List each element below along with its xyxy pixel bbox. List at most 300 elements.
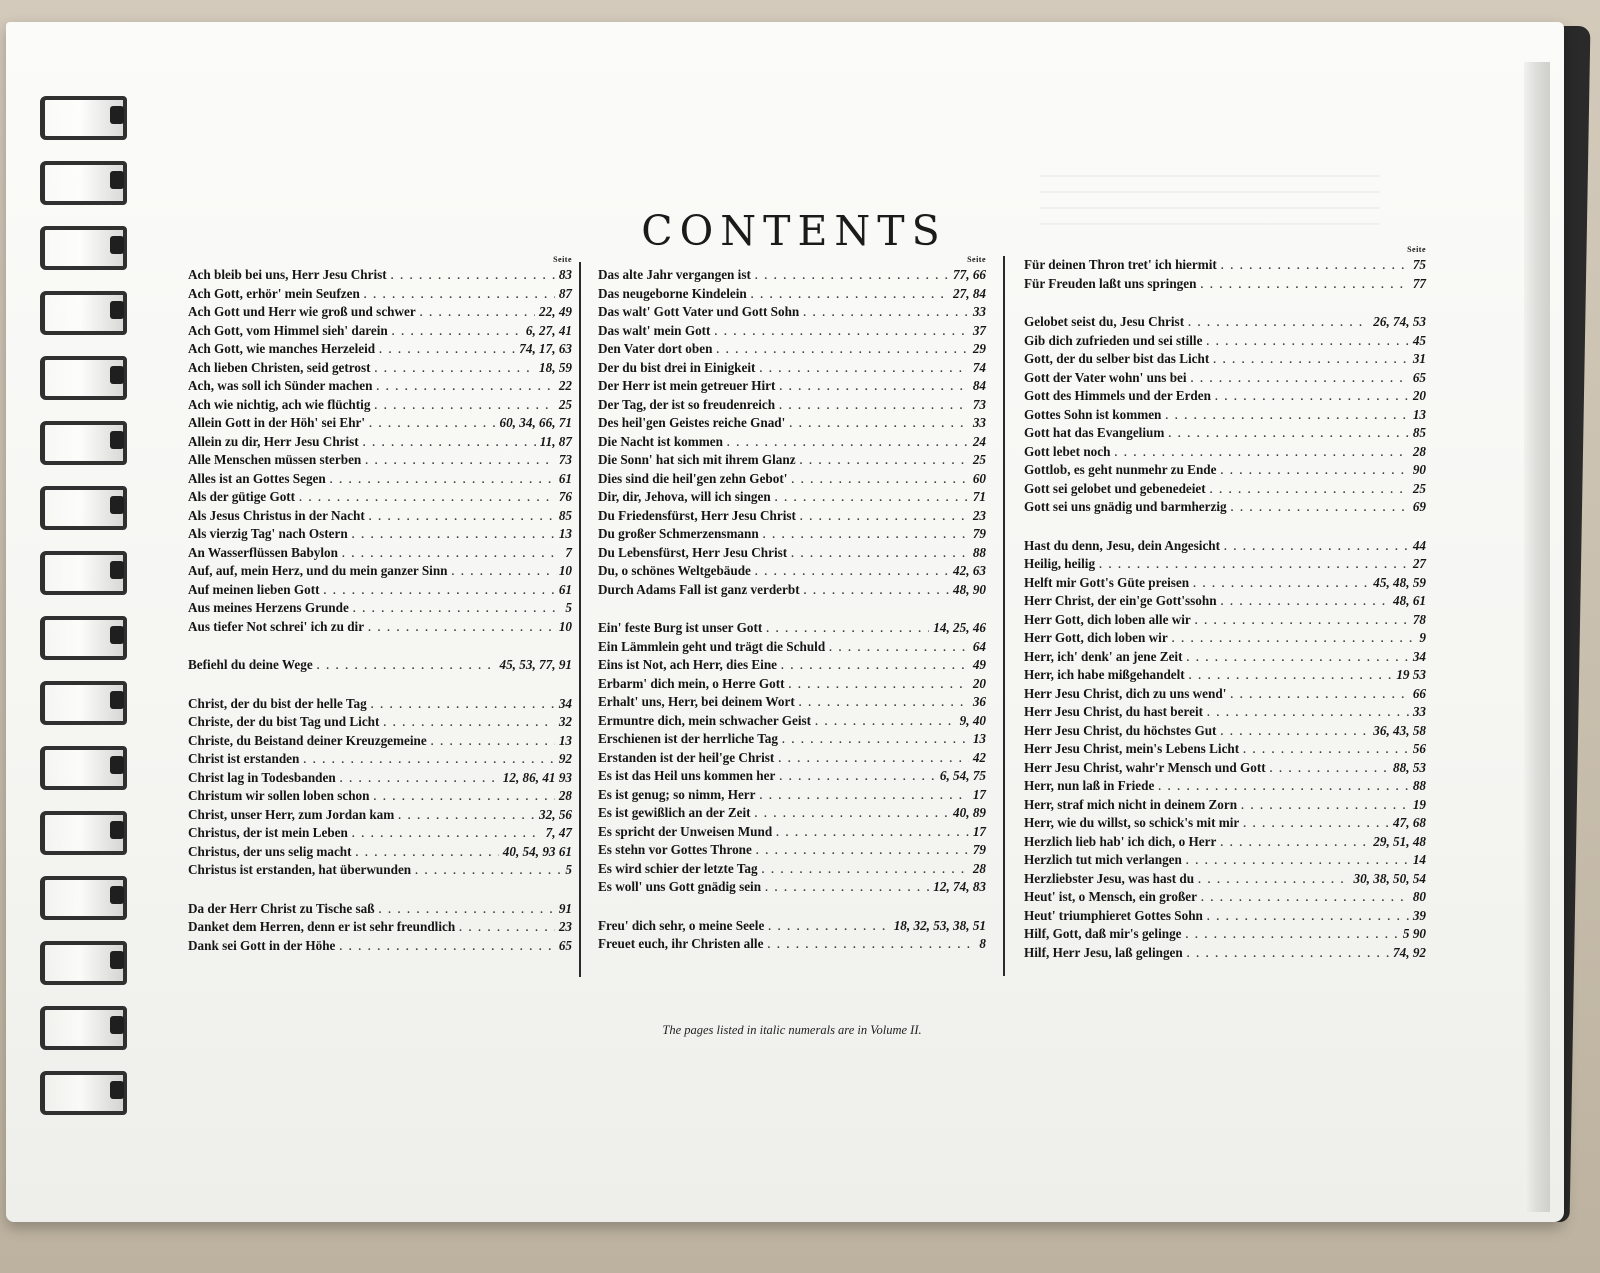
- dot-leader: [763, 529, 969, 541]
- dot-leader: [371, 699, 555, 711]
- page-numbers: 69: [1412, 499, 1426, 514]
- contents-entry: [1024, 333, 1426, 352]
- punch-hole: [110, 951, 124, 969]
- dot-leader: [1193, 578, 1369, 590]
- dot-leader: [1243, 818, 1389, 830]
- dot-leader: [791, 548, 969, 560]
- contents-entry: [1024, 425, 1426, 444]
- page-numbers: 60: [972, 470, 986, 486]
- contents-entry: [598, 936, 986, 955]
- dot-leader: [775, 492, 969, 504]
- contents-entry: [598, 286, 986, 305]
- page-numbers: 40, 89: [953, 805, 986, 820]
- dot-leader: [1195, 615, 1409, 627]
- contents-entry: [598, 397, 986, 416]
- hymn-title: Herzliebster Jesu, was hast du: [1024, 870, 1195, 886]
- contents-entry: [188, 489, 572, 508]
- dot-leader: [1230, 689, 1408, 701]
- contents-entry: [188, 304, 572, 323]
- hymn-title: Es wird schier der letzte Tag: [598, 860, 758, 876]
- page-numbers: 11, 87: [539, 433, 572, 449]
- dot-leader: [373, 791, 554, 803]
- hymn-title: Ein Lämmlein geht und trägt die Schuld: [598, 638, 826, 654]
- contents-entry: [1024, 407, 1426, 426]
- page-numbers: 42, 63: [953, 563, 986, 578]
- contents-entry: [188, 600, 572, 619]
- contents-entry: [188, 452, 572, 471]
- hymn-title: Es ist genug; so nimm, Herr: [598, 786, 756, 802]
- page-numbers: 33: [1412, 704, 1426, 719]
- contents-entry: [598, 879, 986, 898]
- hymn-title: Hilf, Gott, daß mir's gelinge: [1024, 926, 1182, 941]
- hymn-title: Ach lieben Christen, seid getrost: [188, 359, 371, 375]
- page-numbers: 31: [1412, 351, 1426, 366]
- page-numbers: 26, 74, 53: [1373, 314, 1426, 329]
- page-numbers: 87: [558, 285, 572, 301]
- volume-footnote: The pages listed in italic numerals are in Volume II.: [662, 1023, 922, 1037]
- dot-leader: [391, 270, 555, 282]
- page-numbers: 27: [1412, 556, 1426, 571]
- page-numbers: 64: [972, 638, 986, 654]
- dot-leader: [324, 585, 555, 597]
- contents-entry: [1024, 556, 1426, 575]
- punch-hole: [110, 431, 124, 449]
- page-numbers: 13: [558, 732, 572, 748]
- contents-entry: [188, 844, 572, 863]
- page-numbers: 10: [558, 618, 572, 634]
- dot-leader: [1186, 855, 1409, 867]
- page-numbers: 92: [558, 751, 572, 766]
- contents-entry: [1024, 908, 1426, 927]
- contents-entry: [188, 341, 572, 360]
- contents-entry: [598, 824, 986, 843]
- page-numbers: 25: [1412, 480, 1426, 496]
- contents-entry: [188, 267, 572, 286]
- hymn-title: Gottlob, es geht nunmehr zu Ende: [1024, 462, 1217, 477]
- page-numbers: 91: [558, 900, 572, 916]
- hymn-title: Hast du denn, Jesu, dein Angesicht: [1024, 537, 1221, 553]
- hymn-title: Es ist gewißlich an der Zeit: [598, 805, 751, 820]
- page-numbers: 7, 47: [545, 825, 572, 840]
- hymn-title: Herr Gott, dich loben wir: [1024, 630, 1168, 645]
- hymn-title: Ach Gott, vom Himmel sieh' darein: [188, 322, 388, 338]
- punch-hole: [110, 171, 124, 189]
- page-numbers: 90: [1412, 462, 1426, 477]
- page-numbers: 17: [972, 823, 986, 839]
- contents-entry: [598, 452, 986, 471]
- dot-leader: [1099, 559, 1409, 571]
- page-column-header: Seite: [1407, 245, 1426, 254]
- page-numbers: 27, 84: [953, 285, 986, 301]
- dot-leader: [751, 289, 949, 301]
- contents-entry: [598, 713, 986, 732]
- page-numbers: 75: [1412, 257, 1426, 272]
- group-spacer: [1024, 294, 1426, 314]
- punch-hole: [110, 366, 124, 384]
- page-numbers: 23: [972, 507, 986, 523]
- dot-leader: [1221, 260, 1409, 272]
- hymn-title: Durch Adams Fall ist ganz verderbt: [598, 581, 800, 597]
- hymn-title: Christ, der du bist der helle Tag: [188, 695, 367, 711]
- hymn-title: Christ ist erstanden: [188, 751, 300, 766]
- contents-entry: [1024, 815, 1426, 834]
- page-numbers: 78: [1412, 611, 1426, 627]
- page-numbers: 76: [558, 489, 572, 504]
- page-numbers: 73: [558, 452, 572, 467]
- hymn-title: Du Lebensfürst, Herr Jesu Christ: [598, 544, 788, 560]
- contents-entry: [1024, 741, 1426, 760]
- page-numbers: 5 90: [1402, 926, 1426, 941]
- hymn-title: Herr Gott, dich loben alle wir: [1024, 611, 1191, 627]
- punch-hole: [110, 106, 124, 124]
- hymn-title: Der du bist drei in Einigkeit: [598, 359, 756, 375]
- page-numbers: 13: [972, 731, 986, 746]
- dot-leader: [1189, 670, 1393, 682]
- hymn-title: Der Tag, der ist so freudenreich: [598, 396, 776, 412]
- page-numbers: 61: [558, 581, 572, 597]
- page-numbers: 5: [565, 600, 572, 615]
- page-numbers: 88: [1412, 778, 1426, 793]
- hymn-title: Allein zu dir, Herr Jesu Christ: [188, 433, 359, 449]
- page-numbers: 9: [1419, 630, 1426, 645]
- hymn-title: Christus ist erstanden, hat überwunden: [188, 862, 412, 877]
- contents-entry: [188, 471, 572, 490]
- dot-leader: [727, 437, 969, 449]
- page-numbers: 10: [558, 563, 572, 578]
- page-numbers: 29: [972, 341, 986, 356]
- contents-entry: [1024, 630, 1426, 649]
- contents-entry: [1024, 593, 1426, 612]
- dot-leader: [1165, 410, 1408, 422]
- contents-entry: [598, 323, 986, 342]
- dot-leader: [799, 697, 969, 709]
- dot-leader: [375, 363, 535, 375]
- contents-entry: [598, 563, 986, 582]
- page-numbers: 44: [1412, 537, 1426, 553]
- page-numbers: 22: [558, 378, 572, 393]
- dot-leader: [756, 845, 969, 857]
- page-numbers: 85: [558, 507, 572, 523]
- page-numbers: 66: [1412, 685, 1426, 701]
- binding-ring: [40, 551, 122, 591]
- contents-entry: [598, 842, 986, 861]
- hymn-title: Herr Jesu Christ, dich zu uns wend': [1024, 685, 1227, 701]
- hymn-title: Herr, nun laß in Friede: [1024, 778, 1155, 793]
- hymn-title: Gott des Himmels und der Erden: [1024, 388, 1211, 403]
- hymn-title: Herr, straf mich nicht in deinem Zorn: [1024, 796, 1238, 812]
- dot-leader: [352, 828, 542, 840]
- page-numbers: 77: [1412, 275, 1426, 291]
- dot-leader: [815, 716, 956, 728]
- page-numbers: 9, 40: [959, 712, 986, 728]
- contents-entry: [188, 807, 572, 826]
- hymn-title: Das alte Jahr vergangen ist: [598, 267, 751, 282]
- hymn-title: Gott der Vater wohn' uns bei: [1024, 369, 1187, 385]
- dot-leader: [1224, 541, 1409, 553]
- hymn-title: Danket dem Herren, denn er ist sehr freundlich: [188, 919, 456, 934]
- contents-entry: [598, 304, 986, 323]
- contents-entry: [188, 938, 572, 957]
- group-spacer: [188, 676, 572, 696]
- contents-entry: [188, 825, 572, 844]
- page-column-header: Seite: [553, 255, 572, 264]
- page-numbers: 36, 43, 58: [1373, 722, 1426, 738]
- contents-entry: [1024, 797, 1426, 816]
- contents-entry: [1024, 481, 1426, 500]
- page-numbers: 65: [558, 937, 572, 953]
- hymn-title: Das walt' Gott Vater und Gott Sohn: [598, 304, 800, 319]
- contents-entry: [1024, 388, 1426, 407]
- group-spacer: [188, 637, 572, 657]
- contents-entry: [1024, 945, 1426, 964]
- dot-leader: [363, 437, 536, 449]
- hymn-title: Den Vater dort oben: [598, 341, 713, 356]
- contents-entry: [188, 788, 572, 807]
- contents-entry: [598, 341, 986, 360]
- dot-leader: [365, 455, 555, 467]
- page-numbers: 83: [558, 267, 572, 282]
- hymn-title: Du, o schönes Weltgebäude: [598, 563, 751, 578]
- dot-leader: [356, 847, 499, 859]
- dot-leader: [1207, 707, 1409, 719]
- hymn-title: Da der Herr Christ zu Tische saß: [188, 900, 375, 916]
- dot-leader: [398, 810, 535, 822]
- dot-leader: [755, 270, 949, 282]
- hymn-title: Des heil'gen Geistes reiche Gnad': [598, 415, 786, 430]
- page-numbers: 56: [1412, 741, 1426, 756]
- hymn-title: Freu' dich sehr, o meine Seele: [598, 917, 765, 933]
- hymn-title: Christ, unser Herr, zum Jordan kam: [188, 806, 395, 822]
- page-numbers: 48, 90: [953, 581, 986, 597]
- binding-ring: [40, 681, 122, 721]
- page-numbers: 60, 34, 66, 71: [499, 415, 572, 430]
- dot-leader: [779, 400, 969, 412]
- contents-entry: [1024, 314, 1426, 333]
- page-numbers: 79: [972, 526, 986, 541]
- page-numbers: 30, 38, 50, 54: [1353, 870, 1426, 886]
- hymn-title: Herr Jesu Christ, du höchstes Gut: [1024, 722, 1217, 738]
- hymn-title: Du Friedensfürst, Herr Jesu Christ: [598, 507, 796, 523]
- contents-entry: [188, 526, 572, 545]
- page-numbers: 14, 25, 46: [933, 620, 986, 635]
- dot-leader: [1172, 633, 1416, 645]
- dot-leader: [369, 418, 495, 430]
- page-numbers: 32, 56: [539, 806, 572, 822]
- punch-hole: [110, 1081, 124, 1099]
- dot-leader: [781, 660, 969, 672]
- page-numbers: 39: [1412, 907, 1426, 923]
- dot-leader: [1168, 428, 1408, 440]
- contents-entry: [598, 918, 986, 937]
- hymn-title: Eins ist Not, ach Herr, dies Eine: [598, 657, 778, 672]
- contents-entry: [598, 267, 986, 286]
- page-numbers: 42: [972, 749, 986, 765]
- contents-entry: [598, 731, 986, 750]
- hymn-title: Christ lag in Todesbanden: [188, 769, 336, 785]
- contents-entry: [598, 508, 986, 527]
- page-numbers: 23: [558, 919, 572, 934]
- dot-leader: [1187, 652, 1409, 664]
- page-numbers: 12, 74, 83: [933, 879, 986, 894]
- hymn-title: Alles ist an Gottes Segen: [188, 470, 326, 486]
- dot-leader: [303, 754, 554, 766]
- page-numbers: 17: [972, 786, 986, 802]
- group-spacer: [598, 898, 986, 918]
- dot-leader: [420, 307, 535, 319]
- page-numbers: 80: [1412, 889, 1426, 904]
- hymn-title: Gott, der du selber bist das Licht: [1024, 351, 1210, 366]
- dot-leader: [340, 773, 499, 785]
- dot-leader: [431, 736, 555, 748]
- hymn-title: Es spricht der Unweisen Mund: [598, 823, 773, 839]
- dot-leader: [368, 622, 555, 634]
- contents-entry: [188, 323, 572, 342]
- hymn-title: Christum wir sollen loben schon: [188, 788, 370, 803]
- group-spacer: [1024, 518, 1426, 538]
- contents-entry: [188, 751, 572, 770]
- page-numbers: 33: [972, 304, 986, 319]
- contents-entry: [598, 657, 986, 676]
- dot-leader: [766, 623, 929, 635]
- contents-entry: [598, 415, 986, 434]
- page-numbers: 19 53: [1396, 667, 1426, 682]
- contents-entry: [188, 582, 572, 601]
- contents-entry: [188, 770, 572, 789]
- contents-entry: [1024, 834, 1426, 853]
- dot-leader: [1158, 781, 1409, 793]
- hymn-title: Erbarm' dich mein, o Herre Gott: [598, 675, 785, 691]
- hymn-title: Gott sei gelobet und gebenedeiet: [1024, 480, 1206, 496]
- contents-entry: [188, 286, 572, 305]
- dot-leader: [392, 326, 522, 338]
- dot-leader: [1243, 744, 1409, 756]
- dot-leader: [376, 381, 554, 393]
- contents-entry: [1024, 370, 1426, 389]
- hymn-title: Allein Gott in der Höh' sei Ehr': [188, 415, 366, 430]
- page-numbers: 13: [1412, 406, 1426, 422]
- hymn-title: Herzlich tut mich verlangen: [1024, 852, 1182, 867]
- hymn-title: Herr Jesu Christ, du hast bereit: [1024, 704, 1204, 719]
- contents-entry: [1024, 444, 1426, 463]
- page-column-header: Seite: [967, 255, 986, 264]
- binding-ring: [40, 96, 122, 136]
- hymn-title: Helft mir Gott's Güte preisen: [1024, 574, 1190, 590]
- hymn-title: Herzlich lieb hab' ich dich, o Herr: [1024, 833, 1217, 849]
- dot-leader: [1220, 465, 1408, 477]
- contents-entry: [598, 545, 986, 564]
- hymn-title: Gott lebet noch: [1024, 443, 1111, 459]
- page-numbers: 61: [558, 470, 572, 486]
- contents-entry: [598, 694, 986, 713]
- contents-entry: [1024, 612, 1426, 631]
- dot-leader: [789, 679, 969, 691]
- group-spacer: [188, 881, 572, 901]
- page-numbers: 74, 92: [1393, 944, 1426, 960]
- dot-leader: [776, 827, 969, 839]
- hymn-title: Als vierzig Tag' nach Ostern: [188, 526, 348, 541]
- hymn-title: Als Jesus Christus in der Nacht: [188, 507, 365, 523]
- page-numbers: 13: [558, 526, 572, 541]
- hymn-title: Das walt' mein Gott: [598, 322, 711, 338]
- dot-leader: [1270, 763, 1389, 775]
- dot-leader: [1187, 948, 1389, 960]
- contents-entry: [598, 489, 986, 508]
- dot-leader: [1191, 373, 1409, 385]
- page-numbers: 28: [558, 788, 572, 803]
- dot-leader: [1241, 800, 1409, 812]
- hymn-title: Die Nacht ist kommen: [598, 433, 723, 449]
- binding-ring: [40, 941, 122, 981]
- dot-leader: [716, 344, 968, 356]
- hymn-title: Aus tiefer Not schrei' ich zu dir: [188, 618, 365, 634]
- hymn-title: Das neugeborne Kindelein: [598, 285, 747, 301]
- contents-entry: [1024, 575, 1426, 594]
- hymn-title: Die Sonn' hat sich mit ihrem Glanz: [598, 452, 796, 467]
- contents-entry: [598, 471, 986, 490]
- hymn-title: An Wasserflüssen Babylon: [188, 544, 338, 560]
- dot-leader: [330, 474, 555, 486]
- dot-leader: [800, 455, 969, 467]
- dot-leader: [755, 808, 950, 820]
- dot-leader: [1201, 892, 1409, 904]
- contents-entry: [1024, 667, 1426, 686]
- dot-leader: [1220, 837, 1369, 849]
- contents-entry: [188, 545, 572, 564]
- punch-hole: [110, 561, 124, 579]
- page-numbers: 47, 68: [1393, 815, 1426, 830]
- page-numbers: 48, 61: [1393, 593, 1426, 608]
- contents-entry: [188, 733, 572, 752]
- page-numbers: 34: [558, 695, 572, 711]
- binding-ring: [40, 876, 122, 916]
- dot-leader: [765, 882, 929, 894]
- contents-entry: [598, 620, 986, 639]
- dot-leader: [1206, 336, 1408, 348]
- hymn-title: Als der gütige Gott: [188, 489, 296, 504]
- contents-entry: [598, 639, 986, 658]
- dot-leader: [767, 939, 975, 951]
- page-numbers: 65: [1412, 369, 1426, 385]
- dot-leader: [755, 566, 949, 578]
- punch-hole: [110, 756, 124, 774]
- contents-entry: [188, 415, 572, 434]
- contents-entry: [1024, 351, 1426, 370]
- dot-leader: [364, 289, 555, 301]
- contents-entry: [1024, 889, 1426, 908]
- dot-leader: [452, 566, 555, 578]
- dot-leader: [782, 734, 969, 746]
- dot-leader: [352, 529, 555, 541]
- dot-leader: [383, 717, 554, 729]
- page-numbers: 34: [1412, 648, 1426, 664]
- punch-hole: [110, 301, 124, 319]
- contents-entry: [1024, 704, 1426, 723]
- hymn-title: Auf meinen lieben Gott: [188, 581, 320, 597]
- hymn-title: Herr, wie du willst, so schick's mit mir: [1024, 815, 1240, 830]
- page-numbers: 20: [972, 675, 986, 691]
- dot-leader: [1114, 447, 1408, 459]
- dot-leader: [1200, 279, 1408, 291]
- hymn-title: Ach Gott, wie manches Herzeleid: [188, 341, 376, 356]
- contents-entry: [188, 508, 572, 527]
- dot-leader: [779, 771, 936, 783]
- contents-entry: [188, 619, 572, 638]
- page-numbers: 71: [972, 489, 986, 504]
- page-numbers: 85: [1412, 425, 1426, 440]
- hymn-title: Ach Gott und Herr wie groß und schwer: [188, 304, 416, 319]
- dot-leader: [800, 511, 969, 523]
- hymn-title: Ach bleib bei uns, Herr Jesu Christ: [188, 267, 387, 282]
